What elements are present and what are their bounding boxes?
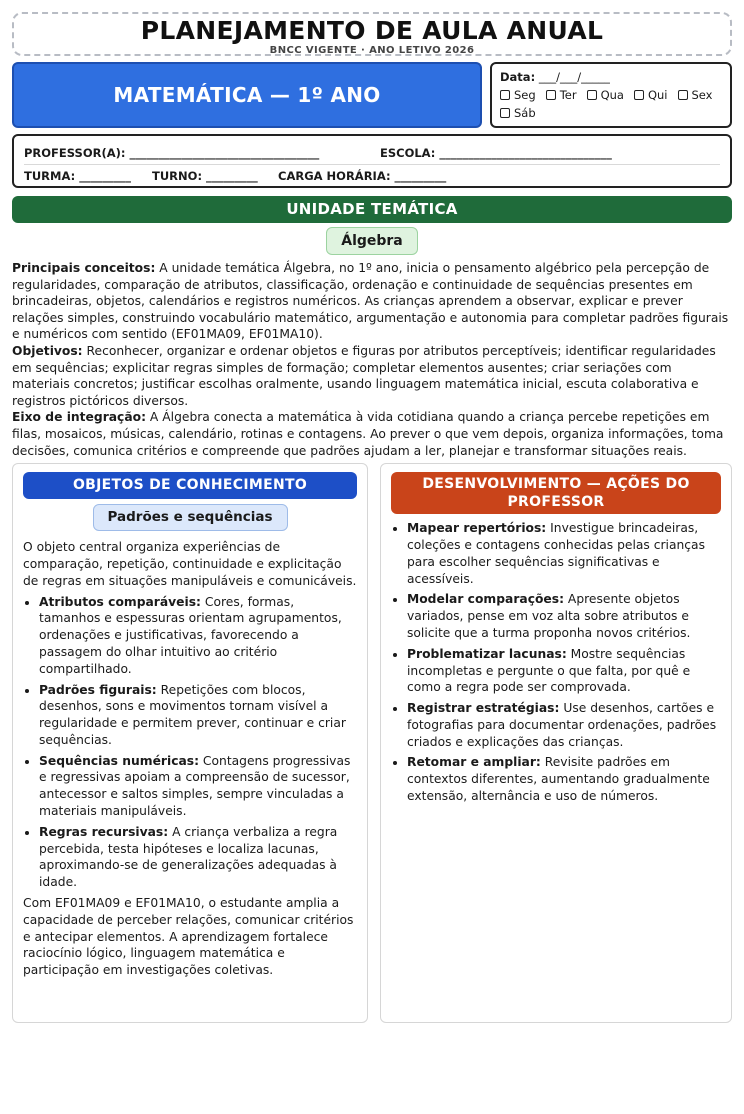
date-box bbox=[490, 62, 732, 128]
title-box bbox=[12, 12, 732, 56]
intro-paragraph: Objetivos: Reconhecer, organizar e ordenar objetos e figuras por atributos perceptíveis; identificar regularidades em sequências; explicitar regras simples de formação; completar elementos ausentes; criar seriações com materiais concretos; justificar escolhas oralmente, usando linguagem matemática inicial, escuta colaborativa e registros pictóricos diversos. bbox=[12, 343, 716, 408]
knowledge-intro: O objeto central organiza experiências de comparação, repetição, continuidade e explicitação de regras em situações manipuláveis e comunicáveis. bbox=[23, 540, 357, 588]
checkbox-icon[interactable] bbox=[546, 90, 556, 100]
lesson-plan-page bbox=[12, 12, 732, 1023]
intro-section bbox=[12, 260, 732, 459]
knowledge-outro: Com EF01MA09 e EF01MA10, o estudante amplia a capacidade de perceber relações, comunicar critérios e antecipar elementos. A aprendizagem fortalece raciocínio lógico, linguagem matemática e participação em investigações coletivas. bbox=[23, 896, 354, 978]
knowledge-objects-column bbox=[12, 463, 368, 1023]
subject-banner: MATEMÁTICA — 1º ANO bbox=[12, 62, 482, 128]
unit-name-badge: Álgebra bbox=[326, 227, 418, 255]
intro-paragraph: Principais conceitos: A unidade temática Álgebra, no 1º ano, inicia o pensamento algébrico pela percepção de regularidades, comparação de atributos, classificação, ordenação e continuidade de sequências presentes em brincadeiras, objetos, calendários e registros numéricos. As crianças aprendem a observar, explicar e prever relações simples, construindo vocabulário matemático, argumentação e autonomia para completar padrões figurais e numéricos com sentido (EF01MA09, EF01MA10). bbox=[12, 261, 729, 342]
list-item: • Padrões figurais: Repetições com blocos, desenhos, sons e movimentos tornam visível a regularidade e permitem prever, continuar e criar sequências. bbox=[39, 682, 357, 749]
teacher-actions-column bbox=[380, 463, 732, 1023]
knowledge-list bbox=[23, 594, 357, 892]
actions-list bbox=[391, 520, 721, 805]
intro-paragraph: Eixo de integração: A Álgebra conecta a matemática à vida cotidiana quando a criança percebe repetições em filas, mosaicos, músicas, calendário, rotinas e contagens. Ao prever o que vem depois, organiza informações, toma decisões, comunica critérios e compreende que padrões ajudam a ler, planejar e transformar situações reais. bbox=[12, 410, 724, 458]
weekday-option[interactable]: Qui bbox=[634, 86, 668, 104]
date-field[interactable]: ___/___/_____ bbox=[538, 70, 610, 84]
list-item: • Problematizar lacunas: Mostre sequências incompletas e pergunte o que falta, por quê e como a regra pode ser comprovada. bbox=[407, 646, 721, 696]
weekday-options bbox=[500, 86, 722, 122]
checkbox-icon[interactable] bbox=[500, 108, 510, 118]
topic-badge: Padrões e sequências bbox=[93, 504, 288, 531]
teacher-actions-heading: DESENVOLVIMENTO — AÇÕES DO PROFESSOR bbox=[391, 472, 721, 514]
checkbox-icon[interactable] bbox=[634, 90, 644, 100]
weekday-option[interactable]: Qua bbox=[587, 86, 624, 104]
page-title: PLANEJAMENTO DE AULA ANUAL bbox=[140, 16, 604, 45]
professor-field[interactable]: PROFESSOR(A): _________________________________ bbox=[24, 146, 320, 160]
weekday-option[interactable]: Seg bbox=[500, 86, 536, 104]
workload-field[interactable]: CARGA HORÁRIA: _________ bbox=[278, 169, 447, 183]
list-item: • Modelar comparações: Apresente objetos variados, pense em voz alta sobre atributos e solicite que a turma proponha novos critérios. bbox=[407, 591, 721, 641]
list-item: • Mapear repertórios: Investigue brincadeiras, coleções e contagens conhecidas pelas crianças para escolher sequências significativas e acessíveis. bbox=[407, 520, 721, 587]
weekday-option[interactable]: Sáb bbox=[500, 104, 536, 122]
class-field[interactable]: TURMA: _________ bbox=[24, 169, 131, 183]
list-item: • Regras recursivas: A criança verbaliza a regra percebida, testa hipóteses e localiza lacunas, aproximando-se de generalizações adequadas à idade. bbox=[39, 824, 357, 891]
info-box bbox=[12, 134, 732, 188]
list-item: • Retomar e ampliar: Revisite padrões em contextos diferentes, aumentando gradualmente extensão, alternância e uso de números. bbox=[407, 754, 721, 804]
list-item: • Sequências numéricas: Contagens progressivas e regressivas apoiam a compreensão de sucessor, antecessor e saltos simples, sempre vinculadas a materiais manipuláveis. bbox=[39, 753, 357, 820]
school-field[interactable]: ESCOLA: ______________________________ bbox=[380, 146, 612, 160]
weekday-option[interactable]: Ter bbox=[546, 86, 577, 104]
unit-bar: UNIDADE TEMÁTICA bbox=[12, 196, 732, 223]
checkbox-icon[interactable] bbox=[678, 90, 688, 100]
shift-field[interactable]: TURNO: _________ bbox=[152, 169, 258, 183]
date-label: Data: bbox=[500, 70, 536, 84]
weekday-option[interactable]: Sex bbox=[678, 86, 713, 104]
list-item: • Registrar estratégias: Use desenhos, cartões e fotografias para documentar ordenações, padrões criados e explicações das crianças. bbox=[407, 700, 721, 750]
knowledge-objects-heading: OBJETOS DE CONHECIMENTO bbox=[23, 472, 357, 499]
checkbox-icon[interactable] bbox=[587, 90, 597, 100]
list-item: • Atributos comparáveis: Cores, formas, tamanhos e espessuras orientam agrupamentos, ordenações e justificativas, favorecendo a passagem do olhar intuitivo ao critério compartilhado. bbox=[39, 594, 357, 678]
page-subtitle: BNCC VIGENTE · ANO LETIVO 2026 bbox=[269, 45, 475, 56]
checkbox-icon[interactable] bbox=[500, 90, 510, 100]
